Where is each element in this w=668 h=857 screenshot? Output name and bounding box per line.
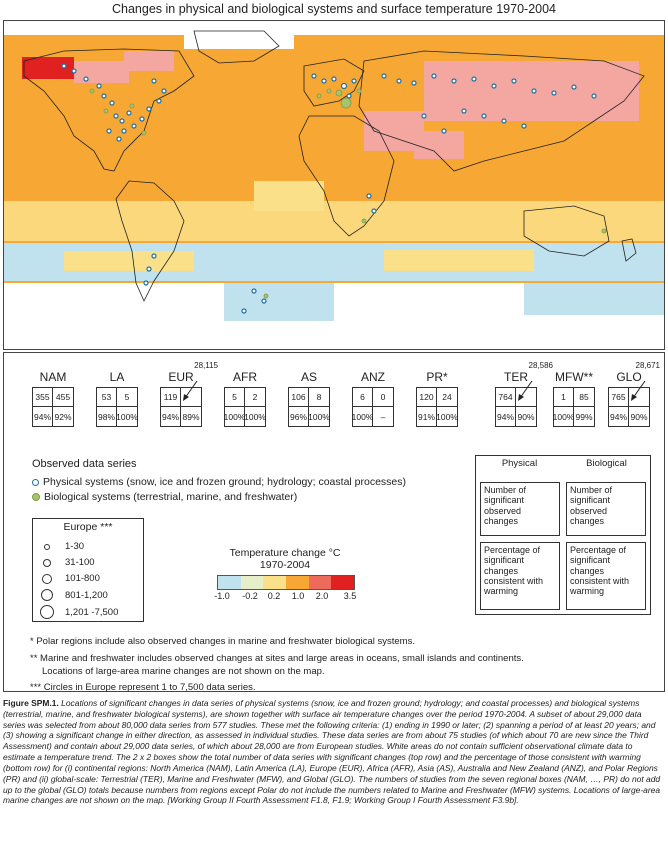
europe-row: 1,201 -7,500: [39, 605, 118, 619]
warm-region-alaska: [22, 57, 74, 79]
physical-point: [97, 84, 101, 88]
physical-percent: 100%: [353, 407, 373, 426]
physical-point: [412, 81, 416, 85]
biological-marker-icon: [32, 493, 40, 501]
circle-icon: [44, 544, 50, 550]
legend-biological-label: Biological systems (terrestrial, marine, and freshwater): [44, 491, 298, 503]
biological-percent: 100%: [116, 411, 138, 422]
region-grid: [288, 387, 330, 427]
region-total: 28,115: [194, 361, 218, 370]
physical-point: [152, 254, 156, 258]
temperature-legend-title: Temperature change °C 1970-2004: [229, 547, 341, 572]
note-europe: *** Circles in Europe represent 1 to 7,500 data series.: [30, 682, 256, 693]
temperature-legend: [210, 547, 360, 603]
circle-icon: [43, 559, 51, 567]
physical-point: [452, 79, 456, 83]
tick-label: 2.0: [315, 591, 329, 602]
warm-region-north-canada: [124, 51, 174, 71]
region-grid: [32, 387, 74, 427]
physical-count: 119: [161, 388, 181, 407]
legend-physical: [32, 476, 406, 488]
physical-point: [122, 129, 126, 133]
physical-point: [72, 69, 76, 73]
region-grid: [352, 387, 394, 427]
figure-caption: [3, 698, 663, 806]
physical-percent: 98%: [97, 407, 117, 426]
biological-point: [90, 89, 94, 93]
region-grid: [96, 387, 138, 427]
physical-point: [132, 124, 136, 128]
key-biological-header: Biological: [586, 458, 627, 469]
region-grid: [495, 387, 537, 427]
tick-label: -1.0: [214, 591, 230, 602]
colorbar-segment: [241, 576, 264, 589]
physical-point: [114, 114, 118, 118]
region-code: NAM: [39, 370, 67, 384]
biological-point: [317, 94, 321, 98]
colorbar-segment: [309, 576, 332, 589]
physical-point: [252, 289, 256, 293]
colorbar-ticks: [210, 591, 360, 603]
physical-point: [512, 79, 516, 83]
biological-percent: 99%: [575, 411, 593, 422]
physical-count: 120: [417, 388, 437, 407]
physical-percent: 94%: [33, 407, 53, 426]
circle-icon: [41, 589, 53, 601]
physical-point: [382, 74, 386, 78]
biological-percent: 89%: [182, 411, 200, 422]
physical-percent: 100%: [554, 407, 574, 426]
physical-point: [147, 267, 151, 271]
mild-region-atlantic: [254, 181, 324, 211]
biological-count: 5: [117, 388, 137, 407]
region-code: PR*: [426, 370, 448, 384]
physical-point: [372, 209, 376, 213]
physical-point: [332, 77, 336, 81]
biological-point: [341, 98, 351, 108]
biological-count: 455: [53, 388, 73, 407]
biological-point: [130, 104, 134, 108]
physical-point: [502, 119, 506, 123]
physical-point: [147, 107, 151, 111]
colorbar-segment: [218, 576, 241, 589]
biological-point: [327, 89, 331, 93]
physical-count: 6: [353, 388, 373, 407]
tick-label: 0.2: [267, 591, 281, 602]
region-code: MFW**: [555, 370, 593, 384]
circle-icon: [40, 605, 54, 619]
physical-point: [592, 94, 596, 98]
biological-percent: 100%: [244, 411, 266, 422]
arrow-icon: [180, 380, 200, 402]
temperature-colorbar: [217, 575, 355, 590]
physical-count: 5: [225, 388, 245, 407]
physical-point: [322, 79, 326, 83]
region-code: AFR: [233, 370, 257, 384]
physical-point: [262, 299, 266, 303]
physical-point: [532, 89, 536, 93]
physical-point: [110, 101, 114, 105]
physical-point: [422, 114, 426, 118]
physical-point: [342, 84, 347, 89]
biological-point: [602, 229, 606, 233]
physical-point: [140, 117, 144, 121]
region-code: AS: [300, 370, 317, 384]
physical-point: [397, 79, 401, 83]
arrow-icon: [628, 380, 648, 402]
biological-point: [142, 131, 146, 135]
biological-percent: 92%: [54, 411, 72, 422]
region-total: 28,671: [635, 361, 660, 370]
region-grid: [553, 387, 595, 427]
physical-point: [120, 119, 124, 123]
physical-point: [482, 114, 486, 118]
physical-point: [107, 129, 111, 133]
biological-count: 24: [437, 388, 457, 407]
physical-percent: 94%: [161, 407, 181, 426]
region-code: ANZ: [361, 370, 385, 384]
europe-row: 801-1,200: [39, 589, 108, 601]
region-grid: [224, 387, 266, 427]
physical-point: [162, 89, 166, 93]
europe-legend: [32, 518, 144, 622]
note-polar: * Polar regions include also observed changes in marine and freshwater biological systems.: [30, 636, 415, 647]
warm-region-canada: [74, 61, 129, 83]
key-top-physical: Number of significant observed changes: [480, 482, 560, 536]
circle-icon: [42, 574, 52, 584]
key-bottom-biological: Percentage of significant changes consistent with warming: [566, 542, 646, 610]
cool-region-east-antarctica: [524, 283, 664, 315]
physical-point: [472, 77, 476, 81]
no-data-arctic: [4, 21, 664, 35]
warm-region-south-asia: [414, 131, 464, 159]
physical-point: [127, 111, 131, 115]
biological-count: 85: [574, 388, 594, 407]
physical-point: [492, 84, 496, 88]
region-grid: [416, 387, 458, 427]
physical-count: 765: [609, 388, 629, 407]
key-box: [475, 455, 651, 615]
physical-count: 53: [97, 388, 117, 407]
legend-physical-label: Physical systems (snow, ice and frozen ground; hydrology; coastal processes): [43, 476, 407, 488]
observed-title: Observed data series: [32, 458, 137, 470]
physical-point: [242, 309, 246, 313]
biological-count: 0: [373, 388, 393, 407]
biological-percent: 100%: [436, 411, 458, 422]
tick-label: 3.5: [343, 591, 357, 602]
mild-region-indian-ocean: [384, 249, 534, 271]
region-code: EUR: [168, 370, 194, 384]
physical-point: [347, 94, 351, 98]
physical-count: 764: [496, 388, 516, 407]
physical-point: [84, 77, 88, 81]
europe-row: 31-100: [39, 557, 95, 568]
physical-point: [572, 85, 576, 89]
world-map: [3, 20, 665, 350]
biological-percent: 100%: [308, 411, 330, 422]
colorbar-segment: [286, 576, 309, 589]
caption-text: Locations of significant changes in data series of physical systems (snow, ice and frozen ground; hydrology; and coastal processes) and biological systems (terrestrial, marine, and freshwater biological systems), are shown together with surface air temperature changes over the period 1970-2004. A subset of about 29,000 data series was selected from about 80,000 data series from 577 studies. These met the following criteria: (1) ending in 1990 or later; (2) spanning a period of at least 20 years; and (3) showing a significant change in either direction, as assessed in individual studies. These data series are from about 75 studies (of which about 70 are new since the Third Assessment) and contain about 29,000 data series, of which about 28,000 are from European studies. White areas do not contain sufficient observational climate data to estimate a temperature trend. The 2 x 2 boxes show the total number of data series with significant changes (top row) and the percentage of those consistent with warming (bottom row) for (i) continental regions: North America (NAM), Latin America (LA), Europe (EUR), Africa (AFR), Asia (AS), Australia and New Zealand (ANZ), and Polar Regions (PR) and (ii) global-scale: Terrestrial (TER), Marine and Freshwater (MFW), and Global (GLO). The numbers of studies from the seven regional boxes (NAM, …, PR) do not add up to the global (GLO) totals because numbers from regions except Polar do not include the numbers related to Marine and Freshwater (MFW) systems. Locations of large-area marine changes are not shown on the map. [Working Group II Fourth Assessment F1.8, F1.9; Working Group I Fourth Assessment F3.9b].: [3, 698, 661, 806]
biological-point: [357, 89, 361, 93]
biological-percent: 90%: [517, 411, 535, 422]
tick-label: 1.0: [291, 591, 305, 602]
physical-point: [144, 281, 148, 285]
physical-count: 106: [289, 388, 309, 407]
note-marine: ** Marine and freshwater includes observed changes at sites and large areas in oceans, small islands and continents.: [30, 653, 524, 664]
physical-point: [157, 99, 161, 103]
physical-percent: 94%: [496, 407, 516, 426]
arrow-icon: [515, 380, 535, 402]
key-physical-header: Physical: [501, 458, 538, 469]
physical-marker-icon: [32, 479, 39, 486]
physical-point: [62, 64, 66, 68]
physical-percent: 100%: [225, 407, 245, 426]
region-code: TER: [504, 370, 528, 384]
region-grid: [608, 387, 650, 427]
note-marine-2: Locations of large-area marine changes are not shown on the map.: [42, 666, 325, 677]
physical-count: 355: [33, 388, 53, 407]
physical-point: [522, 124, 526, 128]
physical-percent: 96%: [289, 407, 309, 426]
physical-point: [462, 109, 466, 113]
biological-point: [336, 90, 342, 96]
physical-point: [102, 94, 106, 98]
caption-label: Figure SPM.1.: [3, 698, 59, 708]
key-top-biological: Number of significant observed changes: [566, 482, 646, 536]
physical-point: [312, 74, 316, 78]
physical-point: [432, 74, 436, 78]
physical-point: [552, 91, 556, 95]
region-grid: [160, 387, 202, 427]
physical-point: [352, 79, 356, 83]
region-code: GLO: [616, 370, 642, 384]
physical-point: [442, 129, 446, 133]
world-map-svg: [4, 21, 664, 349]
physical-percent: 91%: [417, 407, 437, 426]
region-total: 28,586: [528, 361, 553, 370]
physical-percent: 94%: [609, 407, 629, 426]
legend-biological: [32, 491, 297, 503]
europe-row: 101-800: [39, 573, 100, 584]
europe-row: 1-30: [39, 541, 84, 552]
figure-title: Changes in physical and biological systems and surface temperature 1970-2004: [111, 2, 556, 16]
physical-point: [117, 137, 121, 141]
region-code: LA: [109, 370, 125, 384]
biological-count: 8: [309, 388, 329, 407]
key-bottom-physical: Percentage of significant changes consistent with warming: [480, 542, 560, 610]
physical-point: [367, 194, 371, 198]
colorbar-segment: [263, 576, 286, 589]
physical-point: [152, 79, 156, 83]
biological-count: 2: [245, 388, 265, 407]
europe-legend-title: Europe ***: [63, 521, 113, 533]
biological-point: [264, 294, 268, 298]
biological-percent: –: [380, 411, 386, 422]
colorbar-segment: [331, 576, 354, 589]
physical-count: 1: [554, 388, 574, 407]
mild-region-south-pacific: [64, 251, 194, 271]
cool-region-antarctic-peninsula: [224, 283, 334, 321]
tick-label: -0.2: [242, 591, 258, 602]
biological-point: [362, 219, 366, 223]
biological-percent: 90%: [630, 411, 648, 422]
biological-point: [104, 109, 108, 113]
